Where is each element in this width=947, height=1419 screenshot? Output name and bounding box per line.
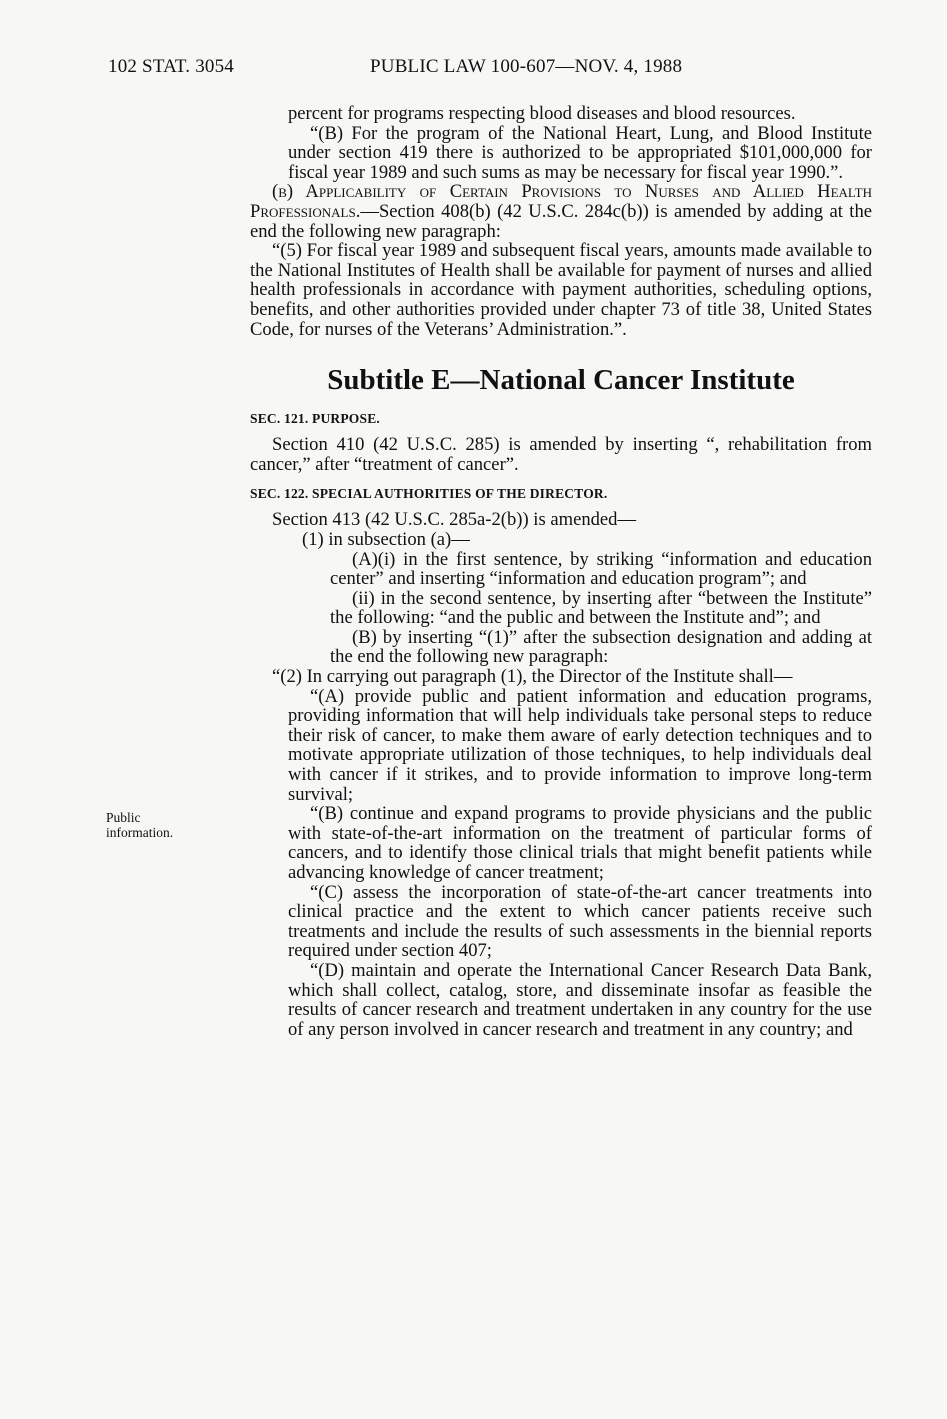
paragraph: “(B) For the program of the National Heart, Lung, and Blood Institute under section 419 there is authorized to be appropriated $101,000,000 for fiscal year 1989 and such sums as may be necessary for fiscal year 1990.”.: [288, 122, 872, 183]
section-heading: SEC. 122. SPECIAL AUTHORITIES OF THE DIRECTOR.: [250, 486, 608, 502]
paragraph: “(D) maintain and operate the International Cancer Research Data Bank, which shall collect, catalog, store, and disseminate insofar as feasible the results of cancer research and treatment undertaken in any country for the use of any person involved in cancer research and treatment in any country; and: [288, 959, 872, 1040]
paragraph: “(C) assess the incorporation of state-of-the-art cancer treatments into clinical practice and the extent to which cancer patients receive such treatments and include the results of such assessments in the biennial reports required under section 407;: [288, 881, 872, 962]
margin-note: [106, 810, 173, 840]
paragraph: “(2) In carrying out paragraph (1), the Director of the Institute shall—: [272, 666, 793, 688]
paragraph: Section 410 (42 U.S.C. 285) is amended by inserting “, rehabilitation from cancer,” after “treatment of cancer”.: [250, 434, 872, 475]
paragraph: (B) by inserting “(1)” after the subsection designation and adding at the end the following new paragraph:: [330, 626, 872, 668]
statute-page-number: 102 STAT. 3054: [108, 56, 235, 77]
document-body: [250, 104, 872, 1039]
subsection-heading: (b) Applicability of Certain Provisions to Nurses and Allied Health Professionals.: [250, 181, 872, 222]
paragraph: (A)(i) in the first sentence, by striking “information and education center” and inserting “information and education program”; and: [330, 548, 872, 590]
section-heading: SEC. 121. PURPOSE.: [250, 411, 380, 427]
margin-note-line-1: Public: [106, 810, 141, 825]
paragraph: “(B) continue and expand programs to provide physicians and the public with state-of-the-art information on the treatment of particular forms of cancers, and to identify those clinical trials that might benefit patients while advancing knowledge of cancer treatment;: [288, 803, 872, 883]
paragraph: Section 413 (42 U.S.C. 285a-2(b)) is amended—: [272, 509, 637, 531]
paragraph: “(5) For fiscal year 1989 and subsequent fiscal years, amounts made available to the National Institutes of Health shall be available for payment of nurses and allied health professionals in accordance with payment authorities, scheduling options, benefits, and other authorities provided under chapter 73 of title 38, United States Code, for nurses of the Veterans’ Administration.”.: [250, 240, 872, 340]
paragraph: percent for programs respecting blood diseases and blood resources.: [288, 103, 796, 124]
paragraph: [250, 182, 872, 241]
paragraph: (ii) in the second sentence, by inserting after “between the Institute” the following: “and the public and between the Institute and”; and: [330, 587, 872, 629]
public-law-title: PUBLIC LAW 100-607—NOV. 4, 1988: [370, 56, 683, 77]
margin-note-line-2: information.: [106, 825, 174, 840]
subtitle-heading: Subtitle E—National Cancer Institute: [327, 364, 795, 397]
subsection-text: —Section 408(b) (42 U.S.C. 284c(b)) is amended by adding at the end the following new paragraph:: [250, 200, 872, 242]
paragraph: (1) in subsection (a)—: [302, 528, 470, 550]
paragraph: “(A) provide public and patient information and education programs, providing information that will help individuals take personal steps to reduce their risk of cancer, to make them aware of early detection techniques and to motivate appropriate utilization of those techniques, to help individuals deal with cancer if it strikes, and to provide information to improve long-term survival;: [288, 685, 872, 805]
